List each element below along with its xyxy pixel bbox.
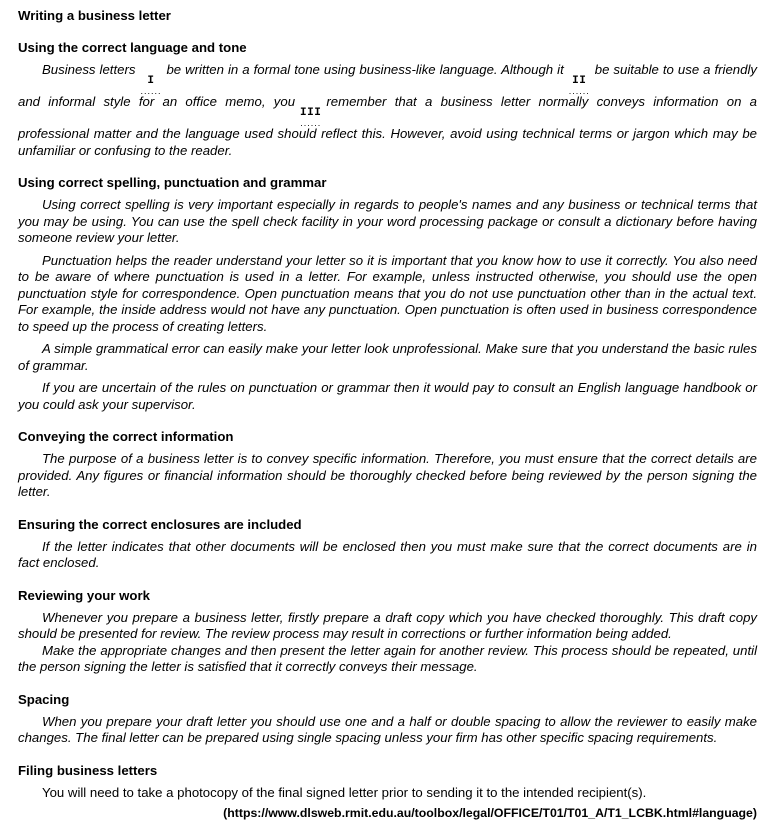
paragraph: Using correct spelling is very important especially in regards to people's names and any business or technical terms that you may be using. You can use the spell check facility in your word processing package or consult a dictionary before having someone review your letter. (18, 197, 757, 245)
paragraph: Make the appropriate changes and then present the letter again for another review. This process should be repeated, until the person signing the letter is satisfied that it correctly conveys their message. (18, 642, 757, 674)
fill-in-blank-iii (300, 108, 321, 126)
fill-in-blank-ii (569, 76, 590, 94)
section-heading: Spacing (18, 691, 70, 707)
blank-numeral: III (300, 107, 322, 119)
blank-numeral: I (147, 75, 155, 87)
paragraph: If the letter indicates that other documents will be enclosed then you must make sure that the correct documents are in fact enclosed. (18, 538, 757, 570)
paragraph: You will need to take a photocopy of the final signed letter prior to sending it to the intended recipient(s). (42, 784, 647, 800)
paragraph: Whenever you prepare a business letter, firstly prepare a draft copy which you have checked thoroughly. This draft copy should be presented for review. The review process may result in corrections or further information being added. (18, 609, 757, 641)
document-title: Writing a business letter (18, 8, 171, 23)
section-heading: Conveying the correct information (18, 429, 234, 444)
paragraph: A simple grammatical error can easily make your letter look unprofessional. Make sure that you understand the basic rules of grammar. (18, 341, 757, 373)
blank-dotted-line: ...... (140, 86, 162, 96)
section-heading: Ensuring the correct enclosures are included (18, 516, 302, 532)
blank-dotted-line: ...... (300, 118, 322, 128)
section-heading: Reviewing your work (18, 587, 150, 603)
paragraph: Punctuation helps the reader understand your letter so it is important that you know how to use it correctly. You also need to be aware of where punctuation is used in a letter. For example, unless instructed otherwise, you should use the open punctuation style for correspondence. Open punctuation means that you do not use punctuation other than in the actual text. For example, the inside address would not have any punctuation. Open punctuation is often used in business correspondence to speed up the process of creating letters. (18, 252, 757, 334)
paragraph: Business letters I ...... be written in a formal tone using business-like language. Although it II ...... be suitable to use a friendly and informal style for an office memo, you III ...... remember that a business letter normally conveys information on a professional matter and the language used should reflect this. However, avoid using technical terms or jargon which may be unfamiliar or confusing to the reader. (18, 62, 758, 158)
section-heading: Filing business letters (18, 762, 158, 778)
source-url-link[interactable]: (https://www.dlsweb.rmit.edu.au/toolbox/legal/OFFICE/T01/T01_A/T1_LCBK.html#language) (223, 806, 757, 820)
fill-in-blank-i (140, 76, 161, 94)
paragraph: If you are uncertain of the rules on punctuation or grammar then it would pay to consult an English language handbook or you could ask your supervisor. (18, 380, 757, 412)
blank-numeral: II (572, 75, 587, 87)
paragraph: When you prepare your draft letter you should use one and a half or double spacing to allow the reviewer to easily make changes. The final letter can be prepared using single spacing unless your firm has other specific spacing requirements. (18, 713, 757, 745)
document-sections (18, 39, 757, 801)
section-heading: Using correct spelling, punctuation and grammar (18, 175, 327, 190)
blank-dotted-line: ...... (568, 86, 590, 96)
section-heading: Using the correct language and tone (18, 40, 247, 55)
paragraph: The purpose of a business letter is to convey specific information. Therefore, you must ensure that the correct details are provided. Any figures or financial information should be thoroughly checked before being reviewed by the person signing the letter. (18, 451, 757, 499)
